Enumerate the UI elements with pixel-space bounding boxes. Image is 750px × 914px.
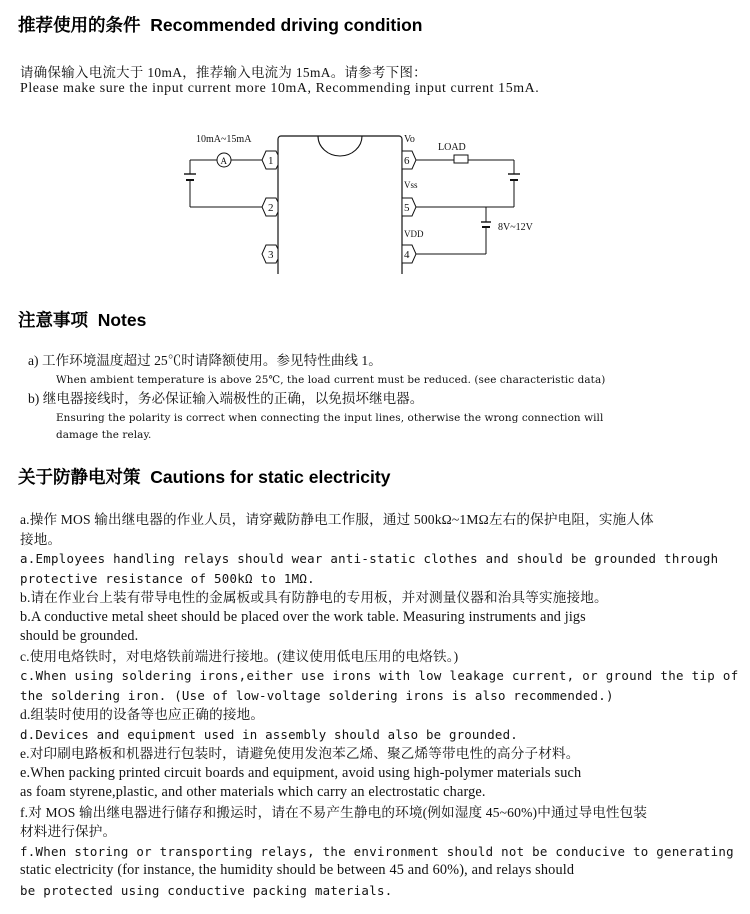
pin-5 (402, 198, 416, 216)
pin-3 (262, 245, 278, 263)
static-caution-line: b.A conductive metal sheet should be placed over the work table. Measuring instruments and jigs (20, 609, 586, 625)
svg-text:6: 6 (404, 155, 410, 167)
relay-package (278, 136, 402, 274)
section-title-notes (18, 309, 146, 331)
svg-text:2: 2 (268, 202, 274, 214)
svg-text:5: 5 (404, 202, 410, 214)
static-caution-line: be protected using conductive packing materials. (20, 883, 393, 898)
svg-text:3: 3 (268, 249, 274, 261)
static-caution-line: b.请在作业台上装有带导电性的金属板或具有防静电的专用板，并对测量仪器和治具等实施接地。 (20, 590, 608, 605)
static-caution-line: 接地。 (20, 532, 62, 547)
section-title-en: Recommended driving condition (150, 15, 423, 35)
static-caution-line: 材料进行保护。 (20, 824, 117, 839)
section-title-cn: 注意事项 (18, 310, 88, 330)
note-b-cn: b) 继电器接线时，务必保证输入端极性的正确，以免损坏继电器。 (28, 391, 424, 406)
section-title-en: Cautions for static electricity (150, 467, 391, 487)
label-vss: Vss (404, 180, 418, 190)
supply-battery-symbol (481, 222, 491, 227)
section-title-en: Notes (97, 310, 147, 330)
static-caution-line: f.When storing or transporting relays, the environment should not be conducive to generating (20, 844, 734, 859)
static-caution-line: e.对印刷电路板和机器进行包装时，请避免使用发泡苯乙烯、聚乙烯等带电性的高分子材料。 (20, 746, 580, 761)
svg-text:A: A (220, 156, 227, 166)
static-caution-line: d.组装时使用的设备等也应正确的接地。 (20, 707, 265, 722)
static-caution-line: a.操作 MOS 输出继电器的作业人员，请穿戴防静电工作服，通过 500kΩ~1MΩ左右的保护电阻，实施人体 (20, 512, 654, 527)
svg-text:4: 4 (404, 249, 410, 261)
static-caution-line: c.使用电烙铁时，对电烙铁前端进行接地。(建议使用低电压用的电烙铁。) (20, 649, 459, 664)
circuit-diagram (180, 124, 560, 274)
static-caution-line: the soldering iron. (Use of low-voltage soldering irons is also recommended.) (20, 688, 614, 703)
supply-voltage-label: 8V~12V (498, 222, 533, 233)
static-caution-line: should be grounded. (20, 628, 139, 644)
pin-1 (262, 151, 278, 169)
output-battery-symbol (508, 174, 520, 180)
svg-text:1: 1 (268, 155, 274, 167)
input-current-label: 10mA~15mA (196, 134, 252, 145)
static-caution-line: e.When packing printed circuit boards and equipment, avoid using high-polymer materials such (20, 765, 582, 781)
note-b-en-line1: Ensuring the polarity is correct when connecting the input lines, otherwise the wrong connection will (56, 412, 604, 424)
section-title-recommended-condition (18, 14, 422, 36)
section-title-cn: 推荐使用的条件 (18, 15, 141, 35)
note-a-cn: a) 工作环境温度超过 25℃时请降额使用。参见特性曲线 1。 (28, 353, 382, 368)
static-caution-line: as foam styrene,plastic, and other materials which carry an electrostatic charge. (20, 784, 486, 800)
static-caution-line: d.Devices and equipment used in assembly should also be grounded. (20, 727, 518, 742)
pin-4 (402, 245, 416, 263)
input-battery-symbol (184, 174, 196, 180)
static-caution-line: static electricity (for instance, the humidity should be between 45 and 60%), and relays should (20, 862, 575, 878)
static-caution-line: f.对 MOS 输出继电器进行储存和搬运时，请在不易产生静电的环境(例如湿度 45~60%)中通过导电性包装 (20, 805, 648, 820)
static-caution-line: a.Employees handling relays should wear anti-static clothes and should be grounded through (20, 551, 719, 566)
package-notch (318, 136, 362, 156)
note-a-en: When ambient temperature is above 25℃, the load current must be reduced. (see characteristic data) (56, 374, 606, 386)
load-label: LOAD (438, 142, 466, 153)
note-b-en-line2: damage the relay. (56, 429, 152, 441)
section-title-cn: 关于防静电对策 (18, 467, 141, 487)
recommendation-text-en: Please make sure the input current more 10mA, Recommending input current 15mA. (20, 81, 540, 96)
recommendation-text-cn: 请确保输入电流大于 10mA，推荐输入电流为 15mA。请参考下图： (20, 65, 427, 80)
label-vo: Vo (404, 134, 415, 145)
static-caution-line: c.When using soldering irons,either use irons with low leakage current, or ground the tip of (20, 668, 739, 683)
section-title-static-cautions (18, 466, 390, 488)
pin-2 (262, 198, 278, 216)
load-resistor (454, 155, 468, 163)
static-caution-line: protective resistance of 500kΩ to 1MΩ. (20, 571, 315, 586)
pin-6 (402, 151, 416, 169)
label-vdd: VDD (404, 229, 424, 239)
